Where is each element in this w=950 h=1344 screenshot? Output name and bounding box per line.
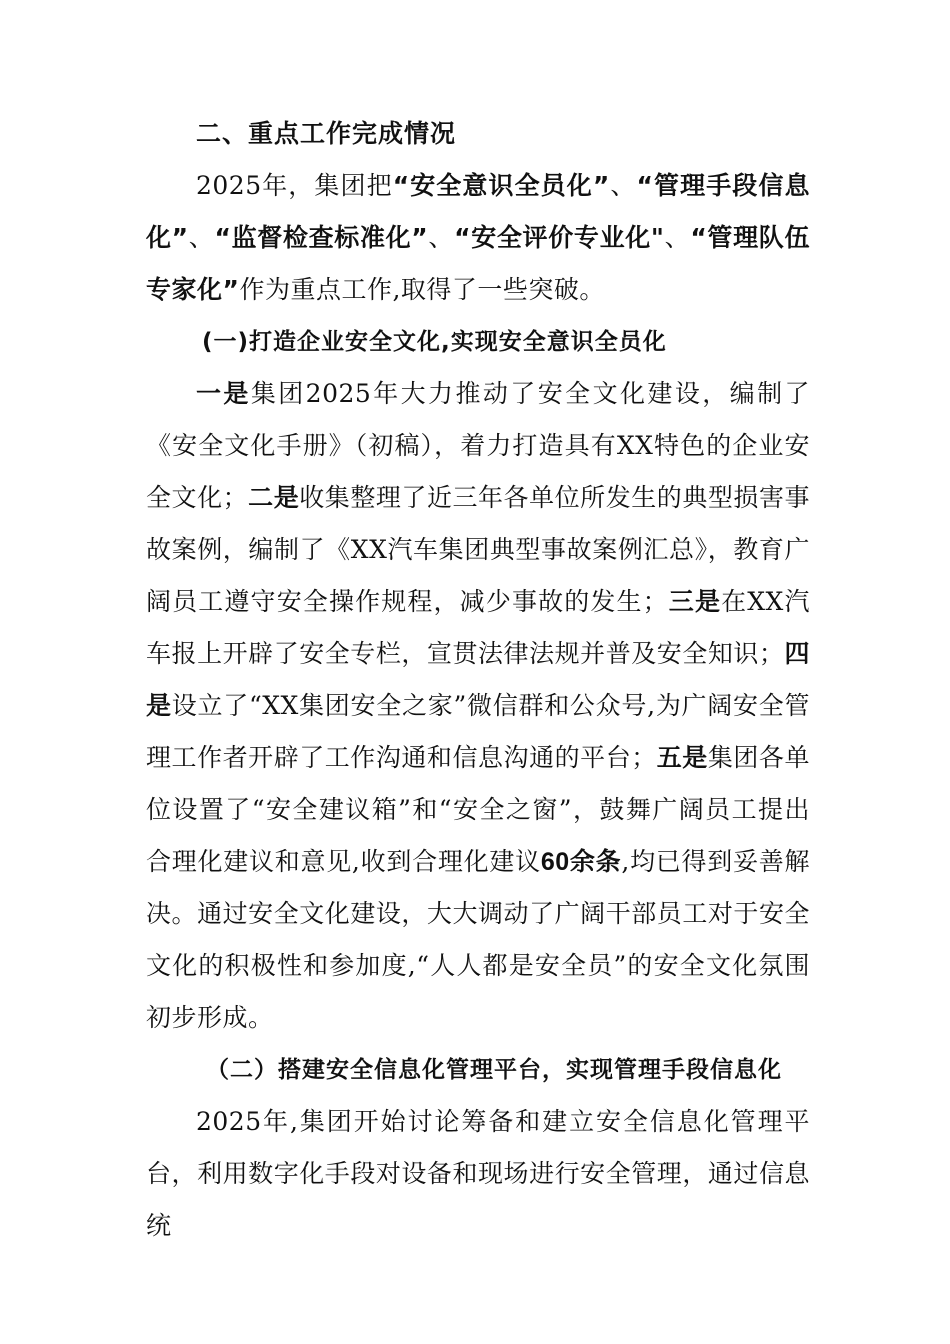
section1-text-6: ,均已得到妥善解决。通过安全文化建设，大大调动了广阔干部员工对于安全文化的积极性和参加度,“人人都是安全员”的安全文化氛围初步形成。 [146,847,811,1032]
intro-quote-5: “管理队伍专家化” [146,223,810,304]
intro-tail: 作为重点工作,取得了一些突破。 [239,275,605,304]
intro-paragraph [146,160,810,316]
subsection-heading-1: (一)打造企业安全文化,实现安全意识全员化 [202,329,667,355]
suggestion-count: 60余条 [540,848,622,876]
section1-text-2: 收集整理了近三年各单位所发生的典型损害事故案例，编制了《XX汽车集团典型事故案例汇总》，教育广阔员工遵守安全操作规程，减少事故的发生； [146,483,810,616]
section1-text-1: 集团2025年大力推动了安全文化建设，编制了《安全文化手册》（初稿），着力打造具有XX特色的企业安全文化； [146,379,810,512]
section1-text-4: 设立了“XX集团安全之家”微信群和公众号,为广阔安全管理工作者开辟了工作沟通和信息沟通的平台； [146,691,810,772]
section1-paragraph [146,368,810,1044]
intro-quote-3: “监督检查标准化” [214,223,429,252]
intro-quote-1: “安全意识全员化” [392,171,610,200]
intro-quote-2: “管理手段信息化” [146,171,810,252]
intro-sep-4: 、 [664,223,691,252]
keyword-2: 二是 [248,483,300,512]
subsection-heading-2: （二）搭建安全信息化管理平台，实现管理手段信息化 [206,1057,782,1083]
keyword-4: 四是 [146,639,810,720]
section1-text-3: 在XX汽车报上开辟了安全专栏，宣贯法律法规并普及安全知识； [146,587,810,668]
keyword-5: 五是 [656,743,708,772]
intro-text: 2025年，集团把 [196,171,393,200]
keyword-1: 一是 [196,379,251,408]
intro-sep-2: 、 [188,223,215,252]
intro-sep-1: 、 [609,171,637,200]
document-body [146,108,810,1252]
section-heading-main: 二、重点工作完成情况 [196,119,457,148]
section2-paragraph: 2025年,集团开始讨论筹备和建立安全信息化管理平台，利用数字化手段对设备和现场进行安全管理，通过信息统 [146,1107,810,1240]
intro-quote-4: “安全评价专业化" [454,223,665,252]
keyword-3: 三是 [668,587,722,616]
intro-sep-3: 、 [428,223,455,252]
section1-text-5: 集团各单位设置了“安全建议箱”和“安全之窗”，鼓舞广阔员工提出合理化建议和意见,收到合理化建议 [146,743,810,876]
